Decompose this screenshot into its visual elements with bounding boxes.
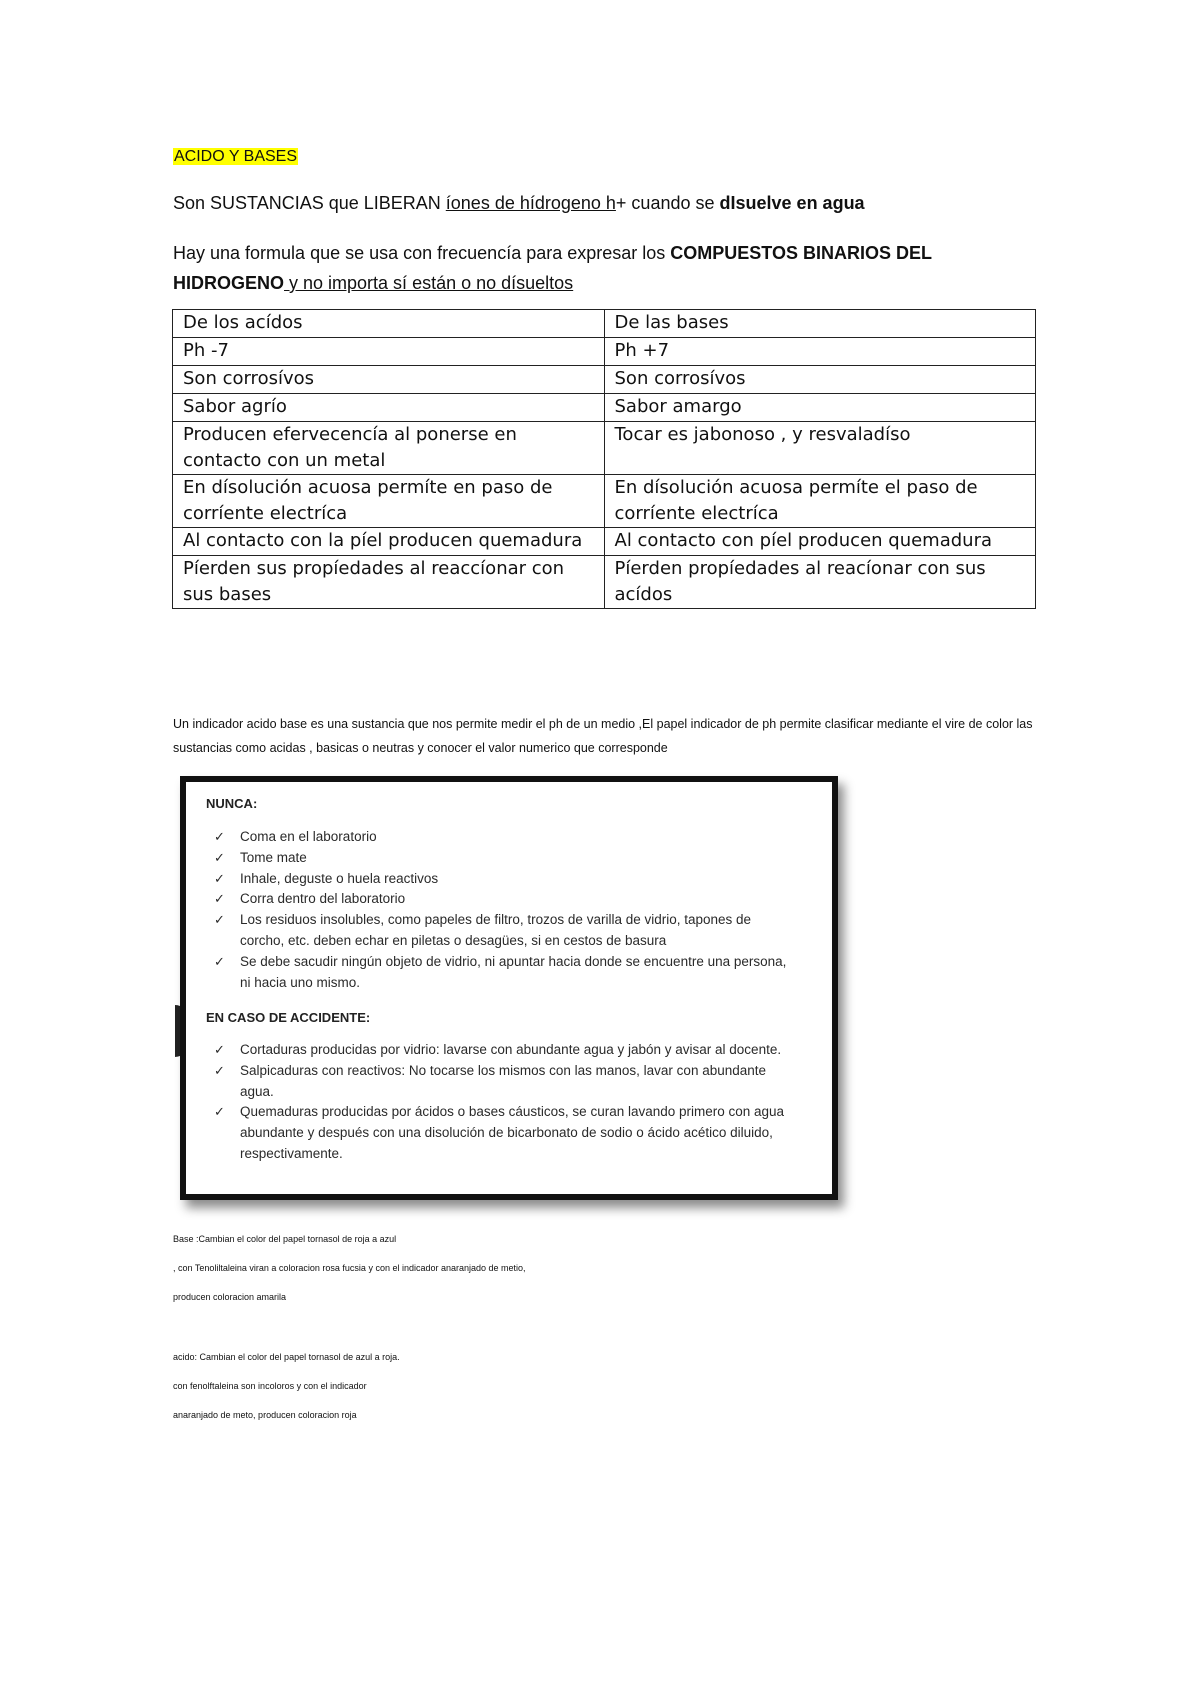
acid-cell: Son corrosívos <box>173 366 605 394</box>
table-row <box>173 310 1036 338</box>
checkmark-icon: ✓ <box>214 912 225 928</box>
acid-cell: Sabor agrío <box>173 394 605 422</box>
table-row <box>173 528 1036 556</box>
comparison-table <box>172 309 1036 609</box>
base-cell: Tocar es jabonoso , y resvaladíso <box>604 422 1036 475</box>
list-item <box>214 1040 794 1061</box>
checkmark-icon: ✓ <box>214 870 225 886</box>
accident-list <box>214 1040 794 1165</box>
list-item-text: Corra dentro del laboratorio <box>240 891 406 907</box>
base-cell: En dísolución acuosa permíte el paso de corríente electríca <box>604 475 1036 528</box>
title-highlight: ACIDO Y BASES <box>174 148 298 165</box>
base-cell: Al contacto con píel producen quemadura <box>604 528 1036 556</box>
list-item <box>214 869 794 890</box>
table-row <box>173 338 1036 366</box>
acid-cell: Al contacto con la píel producen quemadura <box>173 528 605 556</box>
acid-note-3: anaranjado de meto, producen coloracion roja <box>173 1410 357 1420</box>
formula-bold: COMPUESTOS BINARIOS DEL HIDROGENO <box>173 243 932 293</box>
safety-rules-box <box>180 776 838 1200</box>
intro-text-2: + cuando se <box>615 193 720 213</box>
intro-paragraph-2 <box>173 238 1003 298</box>
table-row <box>173 394 1036 422</box>
intro-underlined: íones de hídrogeno h <box>445 193 616 213</box>
intro-paragraph-1 <box>173 192 865 214</box>
base-cell: Ph +7 <box>604 338 1036 366</box>
acid-cell: Píerden sus propíedades al reaccíonar con sus bases <box>173 556 605 609</box>
checkmark-icon: ✓ <box>214 849 225 865</box>
list-item-text: Los residuos insolubles, como papeles de filtro, trozos de varilla de vidrio, tapones de corcho, etc. deben echar en piletas o desagües, si en cestos de basura <box>240 912 752 948</box>
list-item-text: Quemaduras producidas por ácidos o bases cáusticos, se curan lavando primero con agua abundante y después con una disolución de bicarbonato de sodio o ácido acético diluido, respectivamente. <box>240 1104 785 1161</box>
base-note-2: , con Tenoliltaleina viran a coloracion rosa fucsia y con el indicador anaranjado de metio, <box>173 1263 526 1273</box>
table-row <box>173 366 1036 394</box>
checkmark-icon: ✓ <box>214 1104 225 1120</box>
checkmark-icon: ✓ <box>214 891 225 907</box>
base-cell: Son corrosívos <box>604 366 1036 394</box>
page-title <box>173 147 298 167</box>
formula-text: Hay una formula que se usa con frecuencía para expresar los <box>173 243 671 263</box>
list-item-text: Salpicaduras con reactivos: No tocarse los mismos con las manos, lavar con abundante agua. <box>240 1062 767 1099</box>
acid-cell: De los acídos <box>173 310 605 338</box>
acid-note-2: con fenolftaleina son incoloros y con el indicador <box>173 1381 367 1391</box>
list-item <box>214 848 794 869</box>
acid-cell: En dísolución acuosa permíte en paso de corríente electríca <box>173 475 605 528</box>
list-item-text: Inhale, deguste o huela reactivos <box>240 870 439 886</box>
base-cell: De las bases <box>604 310 1036 338</box>
list-item <box>214 1102 794 1164</box>
indicator-paragraph: Un indicador acido base es una sustancia que nos permite medir el ph de un medio ,El papel indicador de ph permite clasificar mediante el vire de color las sustancias como acidas , basicas o neutras y conocer el valor numerico que corresponde <box>173 717 1033 755</box>
list-item-text: Cortaduras producidas por vidrio: lavarse con abundante agua y jabón y avisar al docente. <box>240 1042 782 1057</box>
list-item-text: Coma en el laboratorio <box>240 829 377 844</box>
nunca-list <box>214 827 794 993</box>
intro-text: Son SUSTANCIAS que LIBERAN <box>173 193 446 213</box>
base-cell: Sabor amargo <box>604 394 1036 422</box>
acid-cell: Producen efervecencía al ponerse en contacto con un metal <box>173 422 605 475</box>
table-row <box>173 556 1036 609</box>
list-item-text: Se debe sacudir ningún objeto de vidrio, ni apuntar hacia donde se encuentre una persona, ni hacia uno mismo. <box>240 953 787 990</box>
formula-underlined: y no importa sí están o no dísueltos <box>284 273 574 293</box>
accident-heading: EN CASO DE ACCIDENTE: <box>206 1010 371 1025</box>
table-row <box>173 422 1036 475</box>
list-item <box>214 910 794 952</box>
nunca-heading: NUNCA: <box>206 796 258 811</box>
checkmark-icon: ✓ <box>214 1062 225 1078</box>
list-item-text: Tome mate <box>240 849 307 865</box>
checkmark-icon: ✓ <box>214 953 225 969</box>
acid-note-1: acido: Cambian el color del papel tornasol de azul a roja. <box>173 1352 400 1362</box>
checkmark-icon: ✓ <box>214 829 225 844</box>
base-note-3: producen coloracion amarila <box>173 1292 287 1302</box>
intro-bold: dIsuelve en agua <box>719 193 865 213</box>
base-cell: Píerden propíedades al reacíonar con sus acídos <box>604 556 1036 609</box>
list-item <box>214 827 794 848</box>
base-note-1: Base :Cambian el color del papel tornasol de roja a azul <box>173 1234 397 1244</box>
table-row <box>173 475 1036 528</box>
list-item <box>214 1061 794 1103</box>
list-item <box>214 889 794 910</box>
acid-cell: Ph -7 <box>173 338 605 366</box>
checkmark-icon: ✓ <box>214 1042 225 1057</box>
list-item <box>214 952 794 994</box>
